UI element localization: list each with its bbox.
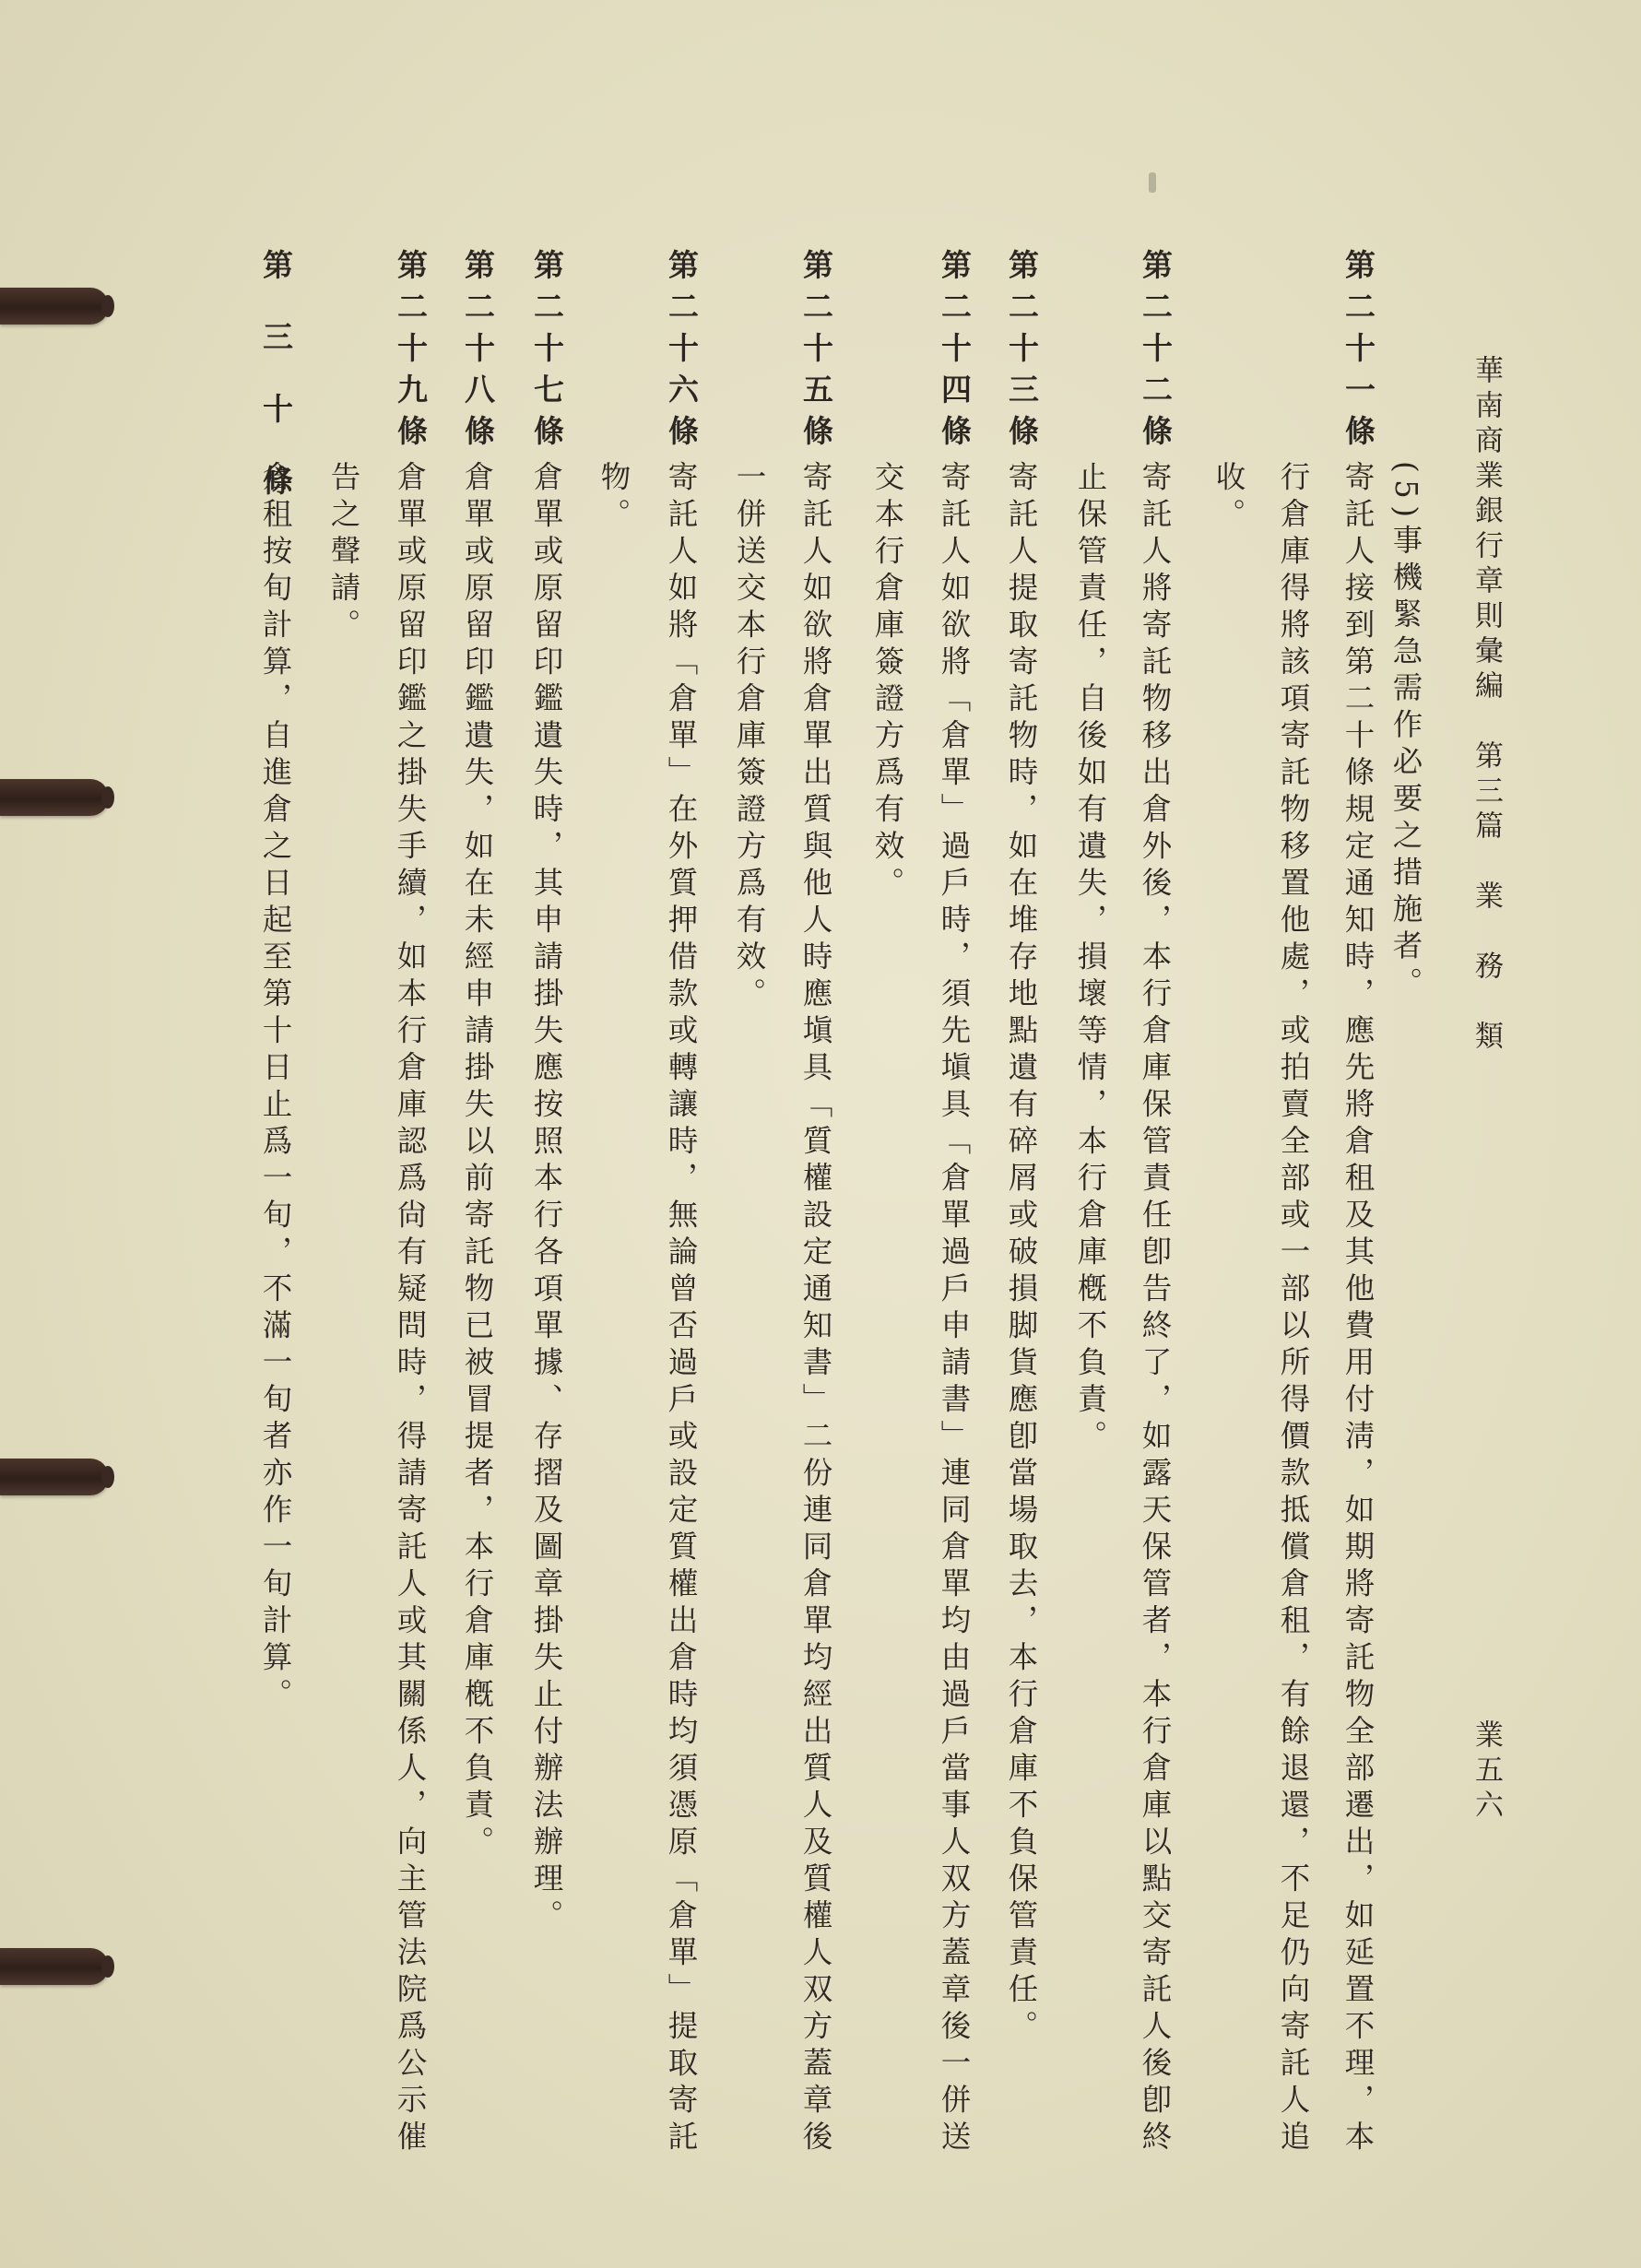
article-21-line-2: 寄託人接到第二十條規定通知時，應先將倉租及其他費用付淸，如期將寄託物全部遷出，如延置不理，本 <box>1340 461 1375 2157</box>
article-24-line-2: 交本行倉庫簽證方爲有效。 <box>870 461 905 904</box>
article-23-line-1: 寄託人提取寄託物時，如在堆存地點遺有碎屑或破損脚貨應卽當場取去，本行倉庫不負保管責任。 <box>1004 461 1039 2047</box>
article-24-line-1: 寄託人如欲將「倉單」過戶時，須先塡具「倉單過戶申請書」連同倉單均由過戶當事人双方蓋章後一併送 <box>937 461 972 2157</box>
article-22-line-1: 寄託人將寄託物移出倉外後，本行倉庫保管責任卽告終了，如露天保管者，本行倉庫以點交寄託人後卽終 <box>1138 461 1173 2157</box>
article-21-line-4: 收。 <box>1211 461 1246 535</box>
binding-hole <box>0 1948 109 1985</box>
article-28-label: 第二十八條 <box>460 249 496 456</box>
article-30-line-1: 倉租按旬計算，自進倉之日起至第十日止爲一旬，不滿一旬者亦作一旬計算。 <box>258 461 293 1715</box>
article-27-line-1: 倉單或原留印鑑遺失時，其申請掛失應按照本行各項單據、存摺及圖章掛失止付辦法辦理。 <box>529 461 564 1936</box>
article-25-line-1: 寄託人如欲將倉單出質與他人時應塡具「質權設定通知書」二份連同倉單均經出質人及質權人双方蓋章後 <box>798 461 833 2157</box>
article-29-label: 第二十九條 <box>393 249 429 456</box>
binding-hole <box>0 288 109 325</box>
paper-smudge <box>1149 172 1156 193</box>
page-number: 業五六 <box>1470 1719 1503 1825</box>
article-24-label: 第二十四條 <box>937 249 973 456</box>
binding-hole <box>0 779 109 816</box>
article-25-label: 第二十五條 <box>798 249 834 456</box>
article-21-line-3: 行倉庫得將該項寄託物移置他處，或拍賣全部或一部以所得價款抵償倉租，有餘退還，不足仍向寄託人追 <box>1276 461 1311 2157</box>
article-21-label: 第二十一條 <box>1340 249 1376 456</box>
article-26-line-1: 寄託人如將「倉單」在外質押借款或轉讓時，無論曾否過戶或設定質權出倉時均須憑原「倉單」提取寄託 <box>664 461 699 2157</box>
article-30-label: 第 三 十 條 <box>258 249 294 501</box>
article-26-line-2: 物。 <box>596 461 632 535</box>
article-29-line-1: 倉單或原留印鑑之掛失手續，如本行倉庫認爲尙有疑問時，得請寄託人或其關係人，向主管法院爲公示催 <box>393 461 428 2157</box>
article-27-label: 第二十七條 <box>529 249 565 456</box>
article-29-line-2: 告之聲請。 <box>326 461 361 645</box>
article-23-label: 第二十三條 <box>1004 249 1040 456</box>
page-header-title: 華南商業銀行章則彙編 第三篇 業 務 類 <box>1470 355 1503 1056</box>
article-28-line-1: 倉單或原留印鑑遺失，如在未經申請掛失以前寄託物已被冒提者，本行倉庫槪不負責。 <box>460 461 495 1862</box>
article-22-label: 第二十二條 <box>1138 249 1174 456</box>
article-21-line-1: (5)事機緊急需作必要之措施者。 <box>1388 461 1423 1004</box>
article-25-line-2: 一併送交本行倉庫簽證方爲有效。 <box>732 461 767 1014</box>
binding-hole <box>0 1459 109 1495</box>
article-22-line-2: 止保管責任，自後如有遺失，損壞等情，本行倉庫槪不負責。 <box>1073 461 1108 1457</box>
article-26-label: 第二十六條 <box>664 249 700 456</box>
